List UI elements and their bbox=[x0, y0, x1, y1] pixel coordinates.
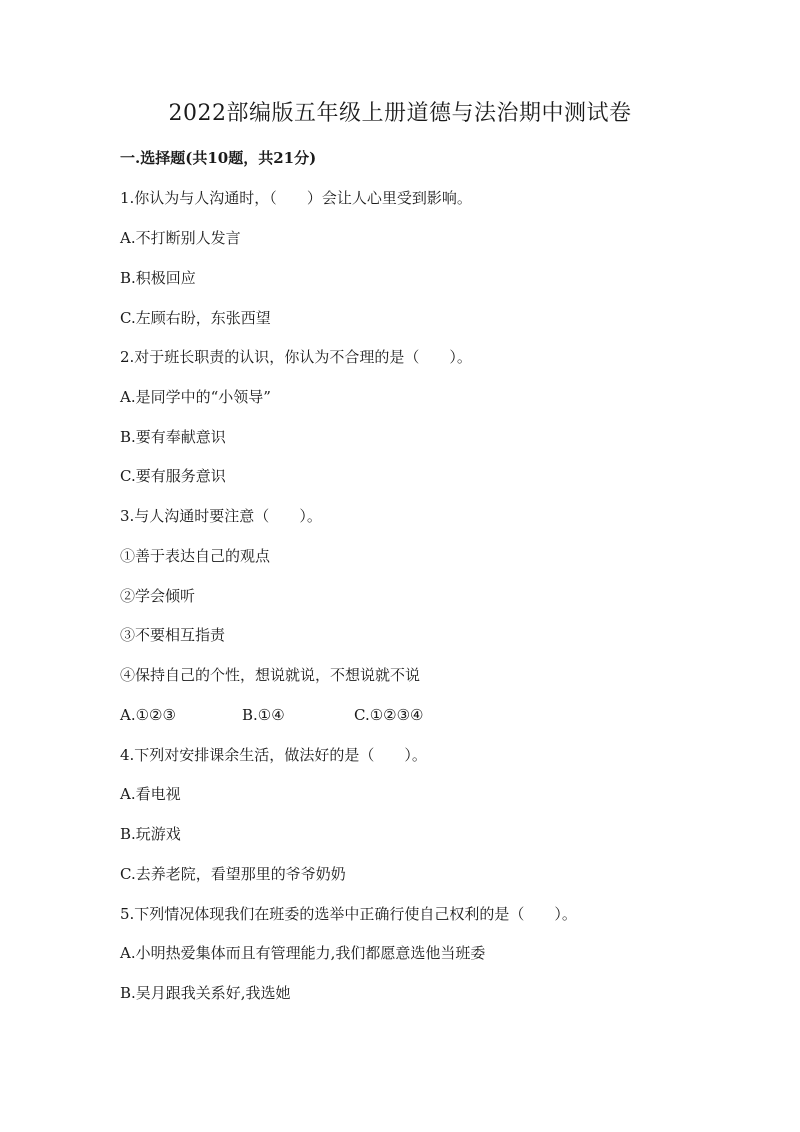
question-3-option-c: C.①②③④ bbox=[354, 706, 424, 724]
question-3-option-b: B.①④ bbox=[242, 706, 285, 724]
question-4-option-c: C.去养老院，看望那里的爷爷奶奶 bbox=[120, 865, 346, 883]
question-3-options-row bbox=[120, 705, 424, 725]
question-1-stem: 1.你认为与人沟通时，（ ）会让人心里受到影响。 bbox=[120, 189, 472, 207]
question-1-option-a: A.不打断别人发言 bbox=[120, 229, 241, 247]
question-5-option-b: B.吴月跟我关系好,我选她 bbox=[120, 984, 291, 1002]
question-3-statement-3: ③不要相互指责 bbox=[120, 626, 226, 644]
question-2-option-b: B.要有奉献意识 bbox=[120, 428, 226, 446]
question-3-option-a: A.①②③ bbox=[120, 706, 176, 724]
question-5-stem: 5.下列情况体现我们在班委的选举中正确行使自己权利的是（ ）。 bbox=[120, 905, 577, 923]
question-4-option-a: A.看电视 bbox=[120, 785, 181, 803]
question-1-option-b: B.积极回应 bbox=[120, 269, 196, 287]
question-2-option-c: C.要有服务意识 bbox=[120, 467, 226, 485]
question-5-option-a: A.小明热爱集体而且有管理能力,我们都愿意选他当班委 bbox=[120, 944, 486, 962]
question-2-stem: 2.对于班长职责的认识，你认为不合理的是（ ）。 bbox=[120, 348, 472, 366]
section-heading: 一.选择题(共10题，共21分) bbox=[120, 149, 317, 167]
question-4-option-b: B.玩游戏 bbox=[120, 825, 181, 843]
question-3-stem: 3.与人沟通时要注意（ ）。 bbox=[120, 507, 322, 525]
question-3-statement-4: ④保持自己的个性，想说就说，不想说就不说 bbox=[120, 666, 421, 684]
question-2-option-a: A.是同学中的“小领导” bbox=[120, 388, 271, 406]
question-1-option-c: C.左顾右盼，东张西望 bbox=[120, 309, 271, 327]
question-3-statement-1: ①善于表达自己的观点 bbox=[120, 547, 271, 565]
question-4-stem: 4.下列对安排课余生活，做法好的是（ ）。 bbox=[120, 746, 427, 764]
question-3-statement-2: ②学会倾听 bbox=[120, 587, 196, 605]
page-title: 2022部编版五年级上册道德与法治期中测试卷 bbox=[168, 101, 632, 126]
